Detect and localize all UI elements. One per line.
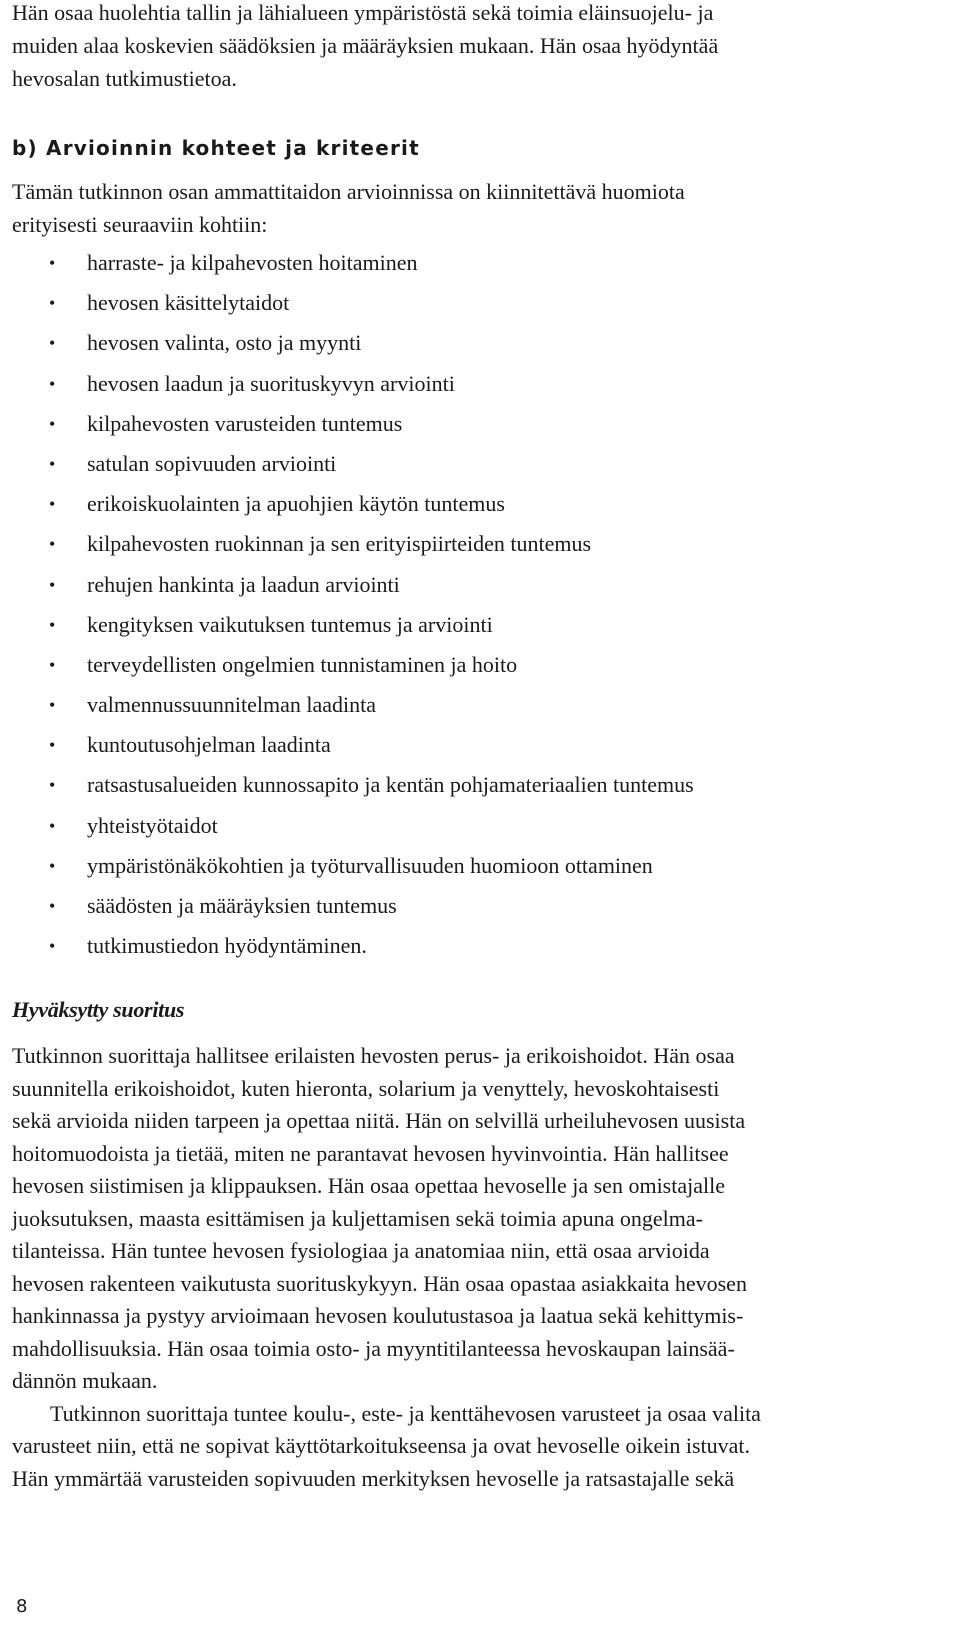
criteria-intro-line: Tämän tutkinnon osan ammattitaidon arvioinnissa on kiinnitettävä huomiota [12,179,685,204]
list-item [12,732,952,772]
body-line: suunnitella erikoishoidot, kuten hieronta, solarium ja venyttely, hevoskohtaisesti [12,1075,720,1101]
bullet-icon: • [49,936,56,957]
bullet-icon: • [49,253,56,273]
bullet-icon: • [49,896,56,916]
list-item-text: tutkimustiedon hyödyntäminen. [87,933,367,959]
criteria-intro-paragraph [12,175,952,241]
list-item-text: rehujen hankinta ja laadun arviointi [87,571,400,597]
list-item-text: yhteistyötaidot [87,812,218,838]
body-line: tilanteissa. Hän tuntee hevosen fysiologiaa ja anatomiaa niin, että osaa arvioida [12,1238,710,1263]
list-item [12,250,952,290]
body-line: hoitomuodoista ja tietää, miten ne parantavat hevosen hyvinvointia. Hän hallitsee [12,1140,729,1166]
bullet-icon: • [49,453,56,474]
list-item [12,853,952,893]
list-item-text: hevosen käsittelytaidot [87,290,290,316]
list-item [12,652,952,692]
body-line: varusteet niin, että ne sopivat käyttötarkoitukseensa ja ovat hevoselle oikein istuvat. [12,1433,751,1458]
intro-paragraph [12,0,952,95]
bullet-icon: • [49,775,56,796]
bullet-icon: • [49,293,56,314]
body-line: Tutkinnon suorittaja hallitsee erilaisten hevosten perus- ja erikoishoidot. Hän osaa [12,1043,735,1068]
list-item [12,371,952,411]
list-item [12,612,952,652]
section-heading: b) Arvioinnin kohteet ja kriteerit [12,136,420,160]
list-item [12,330,952,370]
list-item-text: kengityksen vaikutuksen tuntemus ja arviointi [87,611,493,637]
list-item [12,411,952,451]
subheading: Hyväksytty suoritus [12,997,185,1022]
criteria-list [12,250,952,973]
list-item [12,491,952,531]
list-item-text: erikoiskuolainten ja apuohjien käytön tuntemus [87,491,505,517]
list-item-text: ympäristönäkökohtien ja työturvallisuuden huomioon ottaminen [87,852,653,878]
list-item-text: hevosen laadun ja suorituskyvyn arviointi [87,370,455,396]
bullet-icon: • [49,654,56,675]
bullet-icon: • [49,534,56,555]
body-line: mahdollisuuksia. Hän osaa toimia osto- ja myyntitilanteessa hevoskaupan lainsää- [12,1335,735,1361]
list-item [12,451,952,491]
intro-line: Hän osaa huolehtia tallin ja lähialueen ympäristöstä sekä toimia eläinsuojelu- ja [12,0,714,25]
list-item-text: kilpahevosten ruokinnan ja sen erityispiirteiden tuntemus [87,531,592,557]
intro-line: hevosalan tutkimustietoa. [12,66,237,91]
list-item-text: terveydellisten ongelmien tunnistaminen ja hoito [87,651,518,677]
body-line: hankinnassa ja pystyy arvioimaan hevosen koulutustasoa ja laatua sekä kehittymis- [12,1303,744,1328]
bullet-icon: • [49,574,56,595]
body-line: sekä arvioida niiden tarpeen ja opettaa niitä. Hän on selvillä urheiluhevosen uusista [12,1108,746,1133]
list-item [12,933,952,973]
list-item [12,893,952,933]
bullet-icon: • [49,815,56,836]
list-item [12,531,952,571]
list-item-text: harraste- ja kilpahevosten hoitaminen [87,250,418,275]
body-line: hevosen siistimisen ja klippauksen. Hän osaa opettaa hevoselle ja sen omistajalle [12,1173,725,1198]
list-item-text: kilpahevosten varusteiden tuntemus [87,410,403,436]
list-item-text: hevosen valinta, osto ja myynti [87,330,362,356]
body-line: juoksutuksen, maasta esittämisen ja kuljettamisen sekä toimia apuna ongelma- [12,1205,703,1231]
body-line: hevosen rakenteen vaikutusta suorituskykyyn. Hän osaa opastaa asiakkaita hevosen [12,1270,747,1296]
body-paragraph [12,1040,948,1495]
criteria-intro-line: erityisesti seuraaviin kohtiin: [12,212,268,237]
bullet-icon: • [49,413,56,434]
bullet-icon: • [49,735,56,756]
list-item-text: säädösten ja määräyksien tuntemus [87,893,397,918]
bullet-icon: • [49,855,56,876]
list-item [12,290,952,330]
list-item-text: valmennussuunnitelman laadinta [87,692,376,718]
page-number: 8 [16,1596,28,1617]
body-line: Tutkinnon suorittaja tuntee koulu-, este- ja kenttähevosen varusteet ja osaa valita [50,1400,761,1426]
bullet-icon: • [49,695,56,716]
list-item [12,813,952,853]
bullet-icon: • [49,494,56,515]
list-item-text: satulan sopivuuden arviointi [87,450,337,476]
bullet-icon: • [49,333,56,354]
bullet-icon: • [49,373,56,394]
body-line: Hän ymmärtää varusteiden sopivuuden merkityksen hevoselle ja ratsastajalle sekä [12,1465,735,1491]
list-item [12,572,952,612]
intro-line: muiden alaa koskevien säädöksien ja määräyksien mukaan. Hän osaa hyödyntää [12,33,719,58]
list-item-text: ratsastusalueiden kunnossapito ja kentän pohjamateriaalien tuntemus [87,772,694,798]
list-item-text: kuntoutusohjelman laadinta [87,732,331,758]
list-item [12,772,952,812]
bullet-icon: • [49,614,56,635]
body-line: dännön mukaan. [12,1368,158,1393]
list-item [12,692,952,732]
